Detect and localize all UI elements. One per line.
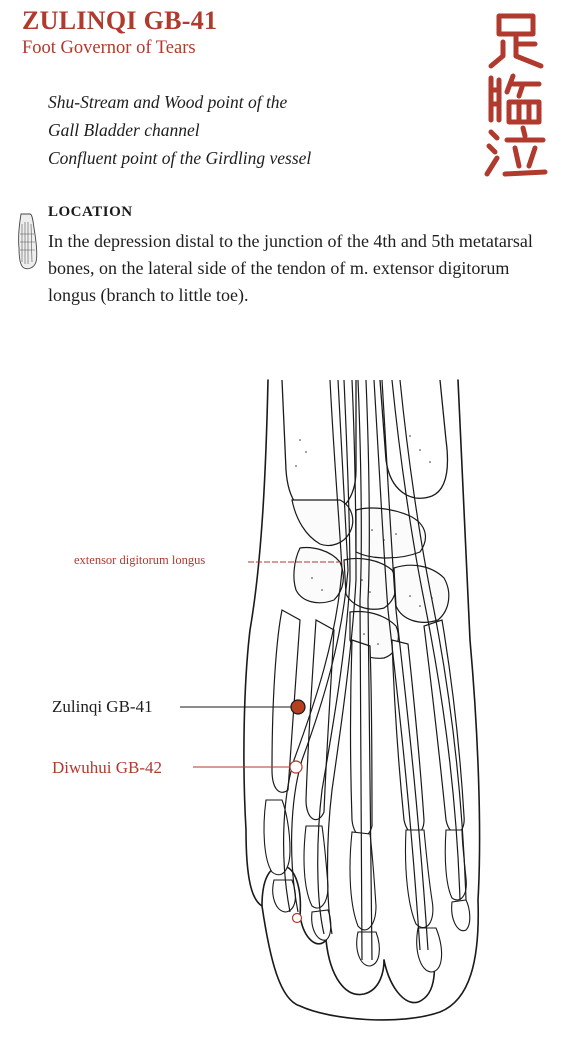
- description-line-1: Shu-Stream and Wood point of the: [48, 92, 288, 112]
- zulinqi-point: [291, 700, 305, 714]
- label-diwuhui: Diwuhui GB-42: [52, 758, 163, 777]
- location-text: In the depression distal to the junction of the 4th and 5th metatarsal bones, on the lateral side of the tendon of m. extensor digitorum longus (branch to little toe).: [48, 231, 533, 305]
- label-zulinqi: Zulinqi GB-41: [52, 697, 153, 716]
- location-heading: LOCATION: [48, 204, 133, 220]
- toe-point: [293, 914, 302, 923]
- chinese-calligraphy: [483, 8, 553, 183]
- description-line-3: Confluent point of the Girdling vessel: [48, 148, 312, 168]
- label-extensor-digitorum-longus: extensor digitorum longus: [74, 553, 206, 567]
- point-title: ZULINQI GB-41: [22, 6, 218, 35]
- diwuhui-point: [290, 761, 302, 773]
- description-line-2: Gall Bladder channel: [48, 120, 200, 140]
- point-subtitle: Foot Governor of Tears: [22, 38, 196, 58]
- foot-locator-icon: [14, 212, 40, 270]
